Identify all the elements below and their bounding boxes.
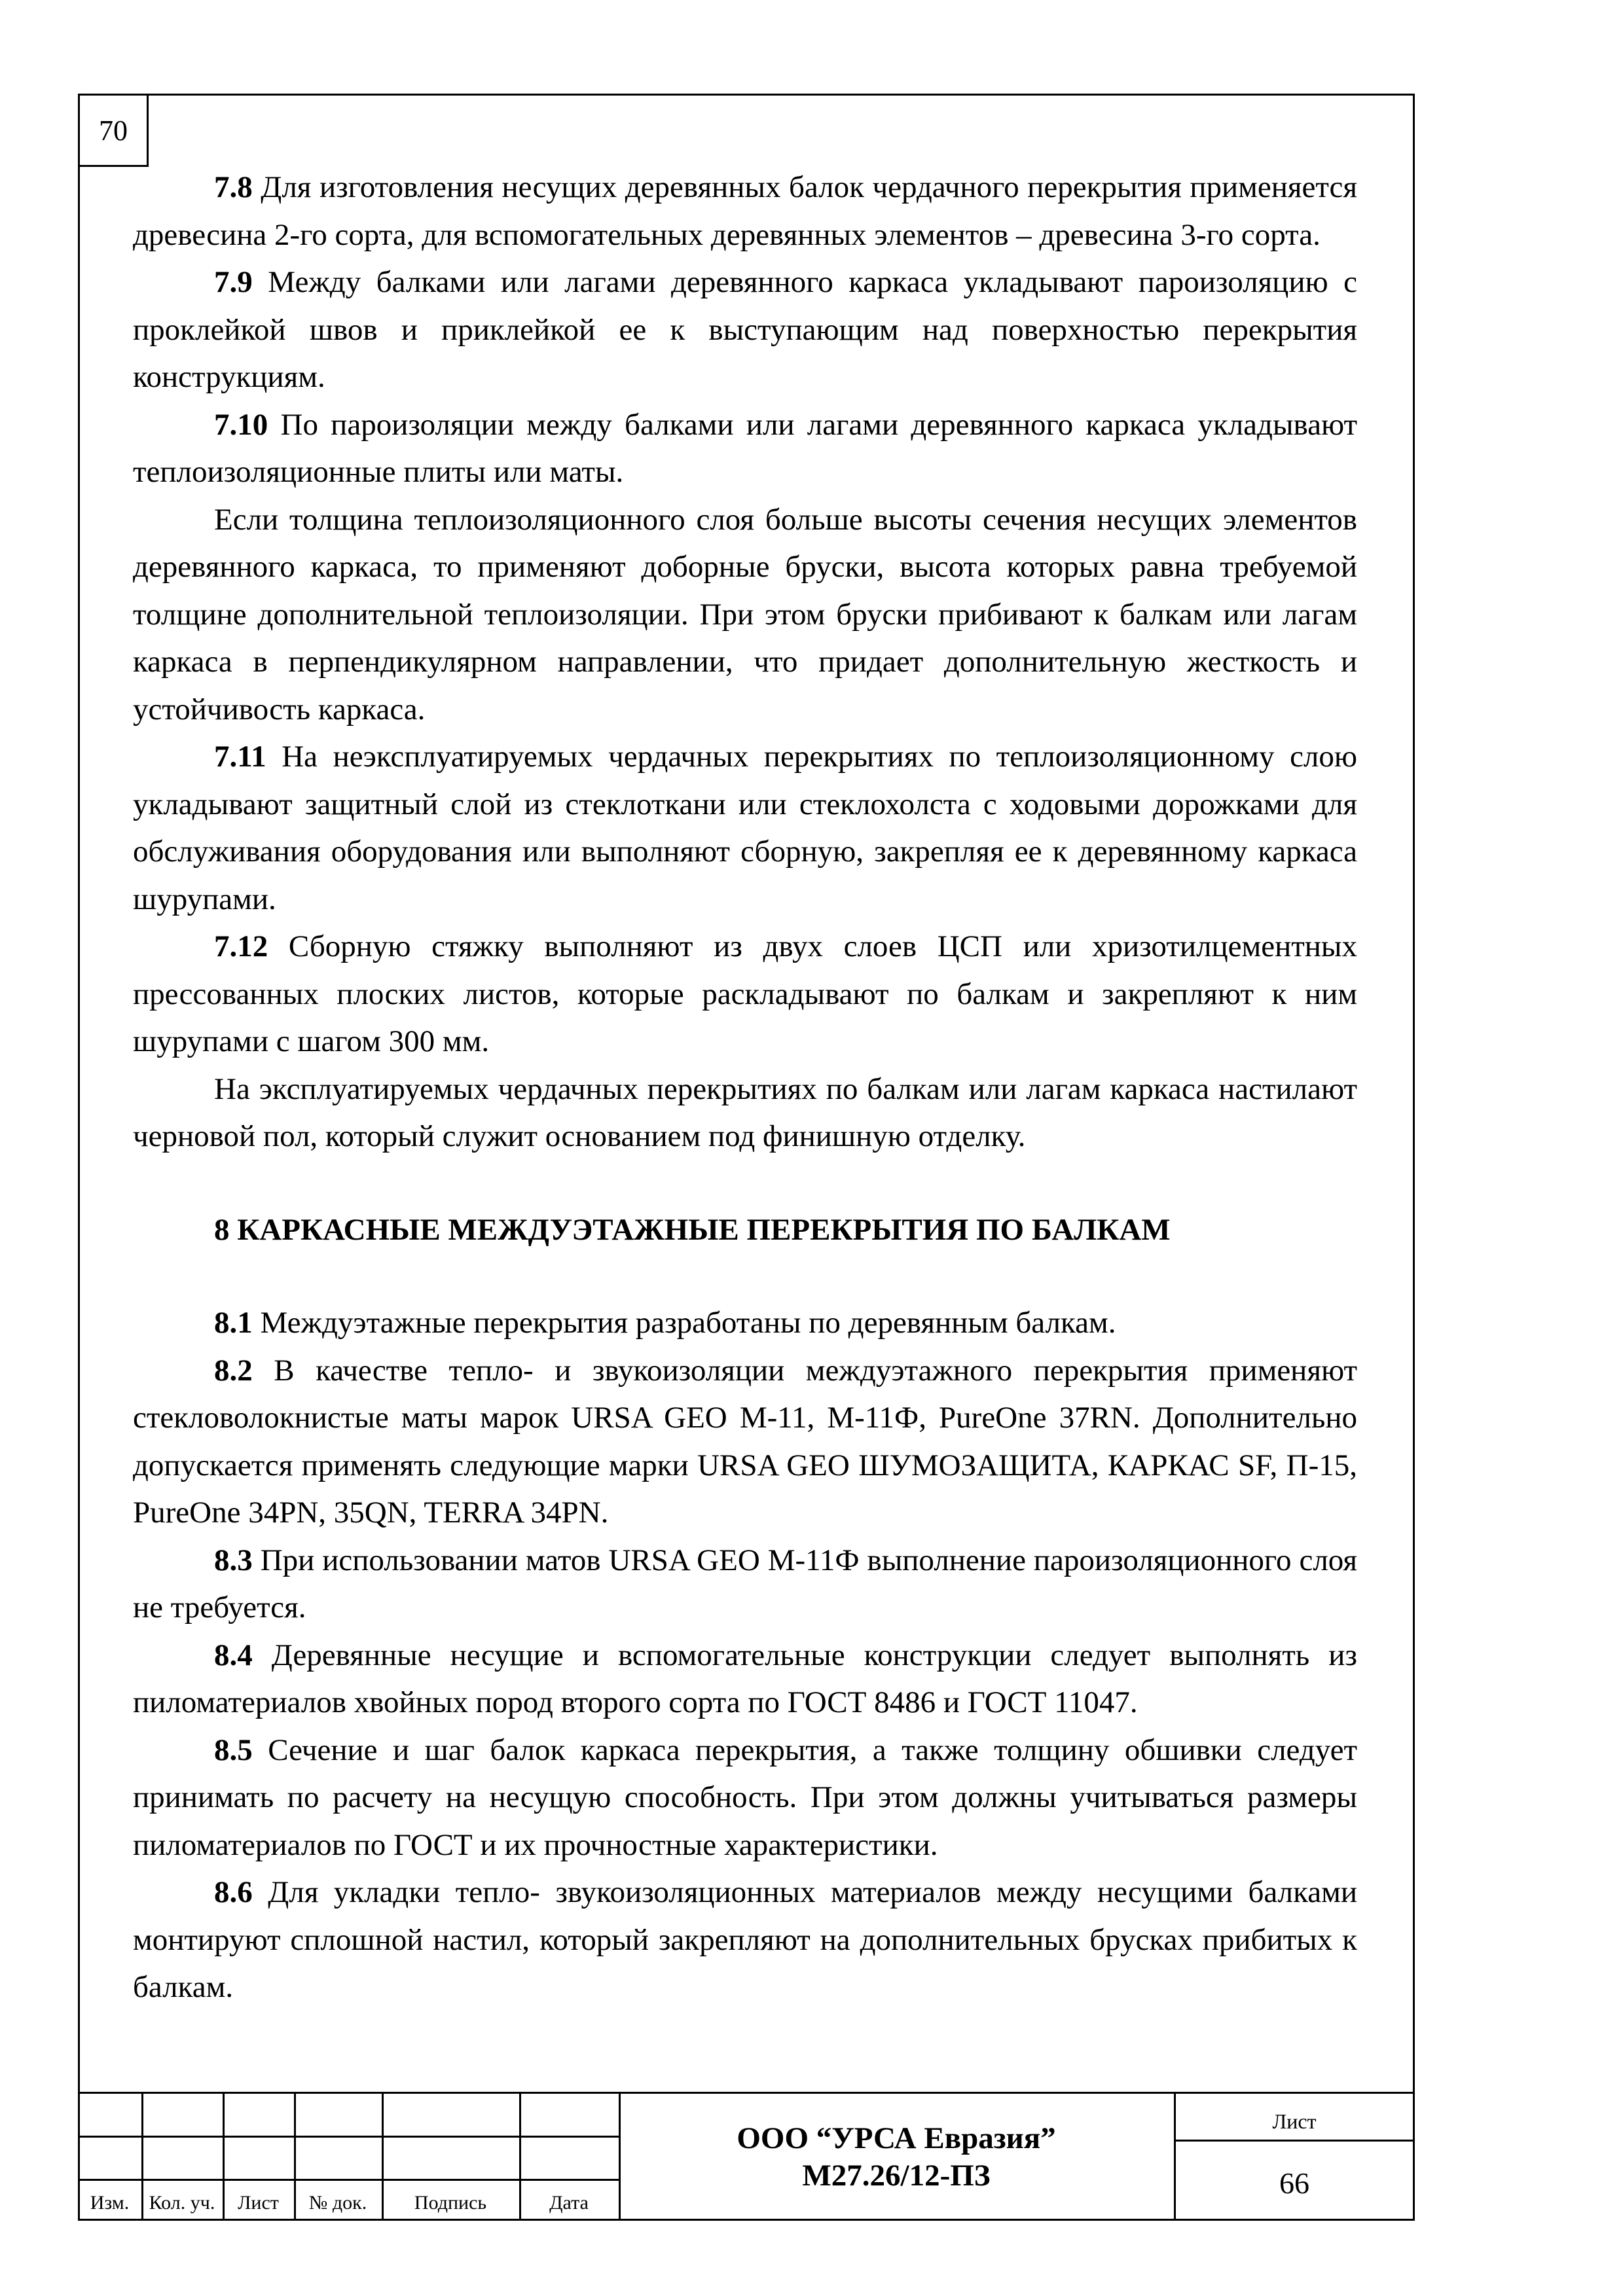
paragraph <box>133 923 1357 1066</box>
paragraph-text: Сечение и шаг балок каркаса перекрытия, а также толщину обшивки следует принимать по расчету на несущую способность. При этом должны учитываться размеры пиломатериалов по ГОСТ и их прочностные характеристики. <box>133 1732 1357 1862</box>
paragraph-text: Если толщина теплоизоляционного слоя больше высоты сечения несущих элементов деревянного каркаса, то применяют доборные бруски, высота которых равна требуемой толщине дополнительной теплоизоляции. При этом бруски прибивают к балкам или лагам каркаса в перпендикулярном направлении, что придает дополнительную жесткость и устойчивость каркаса. <box>133 502 1357 726</box>
paragraph <box>133 1299 1357 1347</box>
paragraph <box>133 1869 1357 2011</box>
paragraph-text: На эксплуатируемых чердачных перекрытиях по балкам или лагам каркаса настилают черновой пол, который служит основанием под финишную отделку. <box>133 1071 1357 1153</box>
clause-number: 7.12 <box>214 929 268 963</box>
paragraph <box>133 1727 1357 1869</box>
label-doc-number: № док. <box>308 2192 367 2214</box>
paragraph-text: Между балками или лагами деревянного каркаса укладывают пароизоляцию с проклейкой швов и приклейкой ее к выступающим над поверхностью перекрытия конструкциям. <box>133 265 1357 394</box>
label-izm: Изм. <box>90 2192 130 2214</box>
paragraph <box>133 1632 1357 1727</box>
clause-number: 8.4 <box>214 1638 253 1672</box>
sheet-number: 66 <box>1279 2166 1309 2200</box>
label-date: Дата <box>549 2192 589 2214</box>
paragraph-text: По пароизоляции между балками или лагами деревянного каркаса укладывают теплоизоляционные плиты или маты. <box>133 407 1357 489</box>
paragraph-text: Для укладки тепло- звукоизоляционных материалов между несущими балками монтируют сплошной настил, который закрепляют на дополнительных брусках прибитых к балкам. <box>133 1875 1357 2004</box>
document-code: М27.26/12-ПЗ <box>802 2159 991 2193</box>
paragraph-text: Сборную стяжку выполняют из двух слоев ЦСП или хризотилцементных прессованных плоских листов, которые раскладывают по балкам и закрепляют к ним шурупами с шагом 300 мм. <box>133 929 1357 1058</box>
clause-number: 7.10 <box>214 407 268 442</box>
paragraph-text: При использовании матов URSA GEO М-11Ф выполнение пароизоляционного слоя не требуется. <box>133 1543 1357 1624</box>
organization-block <box>619 2120 1174 2195</box>
organization-name: ООО “УРСА Евразия” <box>737 2121 1056 2155</box>
clause-number: 7.11 <box>214 740 266 774</box>
title-block <box>78 2092 1415 2221</box>
document-body <box>133 164 1357 2011</box>
sheet-label: Лист <box>1272 2109 1317 2133</box>
clause-number: 8.3 <box>214 1543 253 1577</box>
paragraphs-after <box>133 1299 1357 2011</box>
clause-number: 7.9 <box>214 265 253 299</box>
paragraph <box>133 259 1357 401</box>
section-heading: 8 КАРКАСНЫЕ МЕЖДУЭТАЖНЫЕ ПЕРЕКРЫТИЯ ПО БАЛКАМ <box>214 1212 1171 1247</box>
label-signature: Подпись <box>414 2192 487 2214</box>
clause-number: 8.5 <box>214 1732 253 1767</box>
paragraph <box>133 1066 1357 1160</box>
paragraph <box>133 401 1357 496</box>
paragraph-text: Междуэтажные перекрытия разработаны по деревянным балкам. <box>252 1306 1116 1340</box>
clause-number: 8.1 <box>214 1306 253 1340</box>
page-number-box: 70 <box>78 94 149 167</box>
paragraph <box>133 1347 1357 1537</box>
paragraphs-before <box>133 164 1357 1160</box>
clause-number: 8.2 <box>214 1353 253 1388</box>
paragraph-text: Для изготовления несущих деревянных балок чердачного перекрытия применяется древесина 2-го сорта, для вспомогательных деревянных элементов – древесина 3-го сорта. <box>133 170 1357 252</box>
clause-number: 7.8 <box>214 170 253 204</box>
paragraph <box>133 164 1357 259</box>
paragraph-text: Деревянные несущие и вспомогательные конструкции следует выполнять из пиломатериалов хвойных пород второго сорта по ГОСТ 8486 и ГОСТ 11047. <box>133 1638 1357 1719</box>
paragraph-text: На неэксплуатируемых чердачных перекрытиях по теплоизоляционному слою укладывают защитный слой из стеклоткани или стеклохолста с ходовыми дорожками для обслуживания оборудования или выполняют сборную, закрепляя ее к деревянному каркаса шурупами. <box>133 740 1357 916</box>
clause-number: 8.6 <box>214 1875 253 1909</box>
label-kol-uch: Кол. уч. <box>149 2192 215 2214</box>
paragraph <box>133 1537 1357 1632</box>
paragraph <box>133 733 1357 923</box>
paragraph <box>133 496 1357 734</box>
paragraph-text: В качестве тепло- и звукоизоляции междуэтажного перекрытия применяют стекловолокнистые маты марок URSA GEO М-11, М-11Ф, PureOne 37RN. Дополнительно допускается применять следующие марки URSA GEO ШУМОЗАЩИТА, КАРКАС SF, П-15, PureOne 34PN, 35QN, TERRA 34PN. <box>133 1353 1357 1530</box>
label-list: Лист <box>238 2192 279 2214</box>
